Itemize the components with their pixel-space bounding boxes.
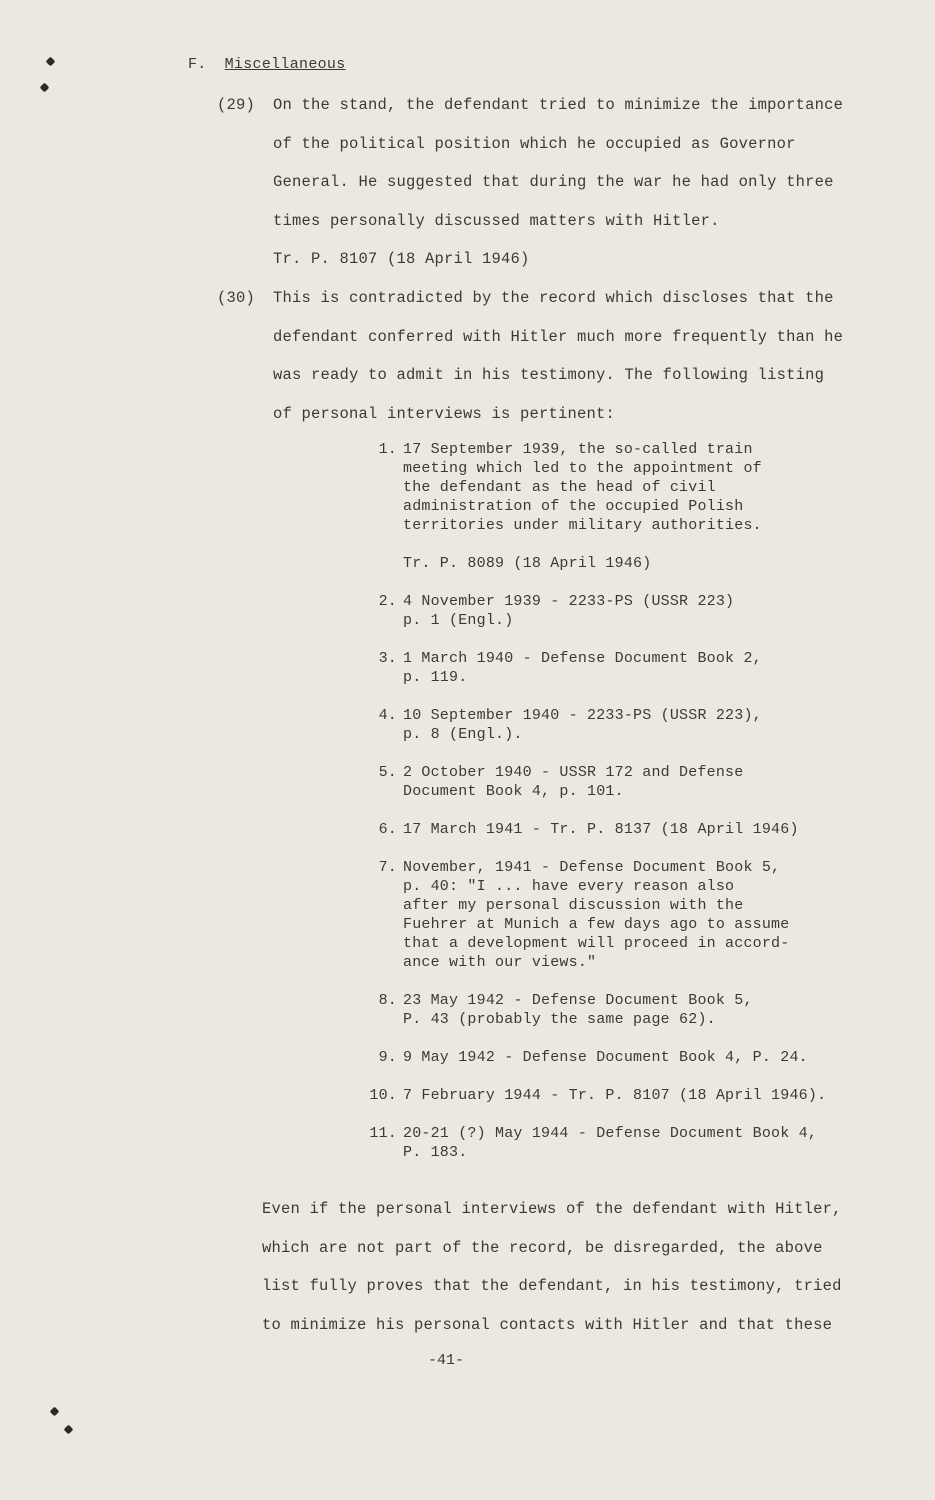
section-title: Miscellaneous <box>224 56 346 73</box>
citation-line: Tr. P. 8107 (18 April 1946) <box>273 250 530 268</box>
list-item-text: 4 November 1939 - 2233-PS (USSR 223) p. 1 (Engl.) <box>403 593 735 629</box>
list-item <box>350 706 850 744</box>
paragraph-line: defendant conferred with Hitler much more frequently than he <box>273 327 844 346</box>
list-item-text: 23 May 1942 - Defense Document Book 5, P. 43 (probably the same page 62). <box>403 992 753 1028</box>
section-heading <box>188 56 346 73</box>
paragraph-number: (30) <box>217 289 256 307</box>
list-item-text: 17 September 1939, the so-called train meeting which led to the appointment of the defendant as the head of civil administration of the occupied Polish territories under military authorities. <box>403 441 762 534</box>
list-item-text: 7 February 1944 - Tr. P. 8107 (18 April 1946). <box>403 1087 827 1104</box>
list-item-number: 11. <box>369 1125 397 1142</box>
paragraph-number: (29) <box>217 96 256 114</box>
paragraph-29 <box>217 86 857 279</box>
paragraph-30 <box>217 279 857 433</box>
list-item-number: 5. <box>378 764 397 781</box>
list-item <box>350 592 850 630</box>
section-letter: F. <box>188 56 207 73</box>
list-item-citation: Tr. P. 8089 (18 April 1946) <box>403 555 652 572</box>
list-item-number: 10. <box>369 1087 397 1104</box>
list-item-number: 8. <box>378 992 397 1009</box>
list-item <box>350 820 850 839</box>
list-item-number: 9. <box>378 1049 397 1066</box>
list-item-text: 1 March 1940 - Defense Document Book 2, p. 119. <box>403 650 762 686</box>
list-item-number: 4. <box>378 707 397 724</box>
paragraph-line: This is contradicted by the record which discloses that the <box>273 289 834 307</box>
paragraph-line: was ready to admit in his testimony. The following listing <box>273 366 825 384</box>
paragraph-line: On the stand, the defendant tried to minimize the importance <box>273 96 844 114</box>
paragraph-line: of the political position which he occupied as Governor <box>273 134 796 153</box>
binding-mark <box>46 57 56 67</box>
list-item <box>350 991 850 1029</box>
list-item-text: 20-21 (?) May 1944 - Defense Document Book 4, P. 183. <box>403 1125 818 1161</box>
list-item <box>350 1048 850 1067</box>
list-item <box>350 763 850 801</box>
list-item-text: 2 October 1940 - USSR 172 and Defense Document Book 4, p. 101. <box>403 764 744 800</box>
paragraph-line: of personal interviews is pertinent: <box>273 404 616 423</box>
list-item-text: November, 1941 - Defense Document Book 5, p. 40: "I ... have every reason also after my personal discussion with the Fuehrer at Munich a few days ago to assume that a development will proceed in accord- ance with our views." <box>403 859 790 971</box>
paragraph-line: Even if the personal interviews of the defendant with Hitler, <box>262 1200 842 1218</box>
binding-mark <box>64 1425 74 1435</box>
list-item <box>350 858 850 972</box>
list-item-number: 7. <box>378 859 397 876</box>
closing-paragraph <box>262 1190 862 1344</box>
binding-mark <box>50 1407 60 1417</box>
list-item-text: 10 September 1940 - 2233-PS (USSR 223), p. 8 (Engl.). <box>403 707 762 743</box>
paragraph-line: list fully proves that the defendant, in his testimony, tried <box>262 1277 842 1295</box>
paragraph-line: General. He suggested that during the war he had only three <box>273 173 834 191</box>
list-item-number: 3. <box>378 650 397 667</box>
list-item-number: 2. <box>378 593 397 610</box>
list-item-text: 17 March 1941 - Tr. P. 8137 (18 April 1946) <box>403 821 799 838</box>
binding-mark <box>40 83 50 93</box>
list-item-number: 1. <box>378 441 397 458</box>
paragraph-line: times personally discussed matters with Hitler. <box>273 211 720 230</box>
paragraph-line: which are not part of the record, be disregarded, the above <box>262 1238 823 1257</box>
list-item <box>350 649 850 687</box>
page-number: -41- <box>428 1352 465 1369</box>
list-item <box>350 1086 850 1105</box>
list-item <box>350 1124 850 1162</box>
list-item-text: 9 May 1942 - Defense Document Book 4, P. 24. <box>403 1049 808 1066</box>
paragraph-line: to minimize his personal contacts with Hitler and that these <box>262 1315 833 1334</box>
list-item <box>350 440 850 573</box>
interview-list <box>350 440 850 1181</box>
list-item-number: 6. <box>378 821 397 838</box>
